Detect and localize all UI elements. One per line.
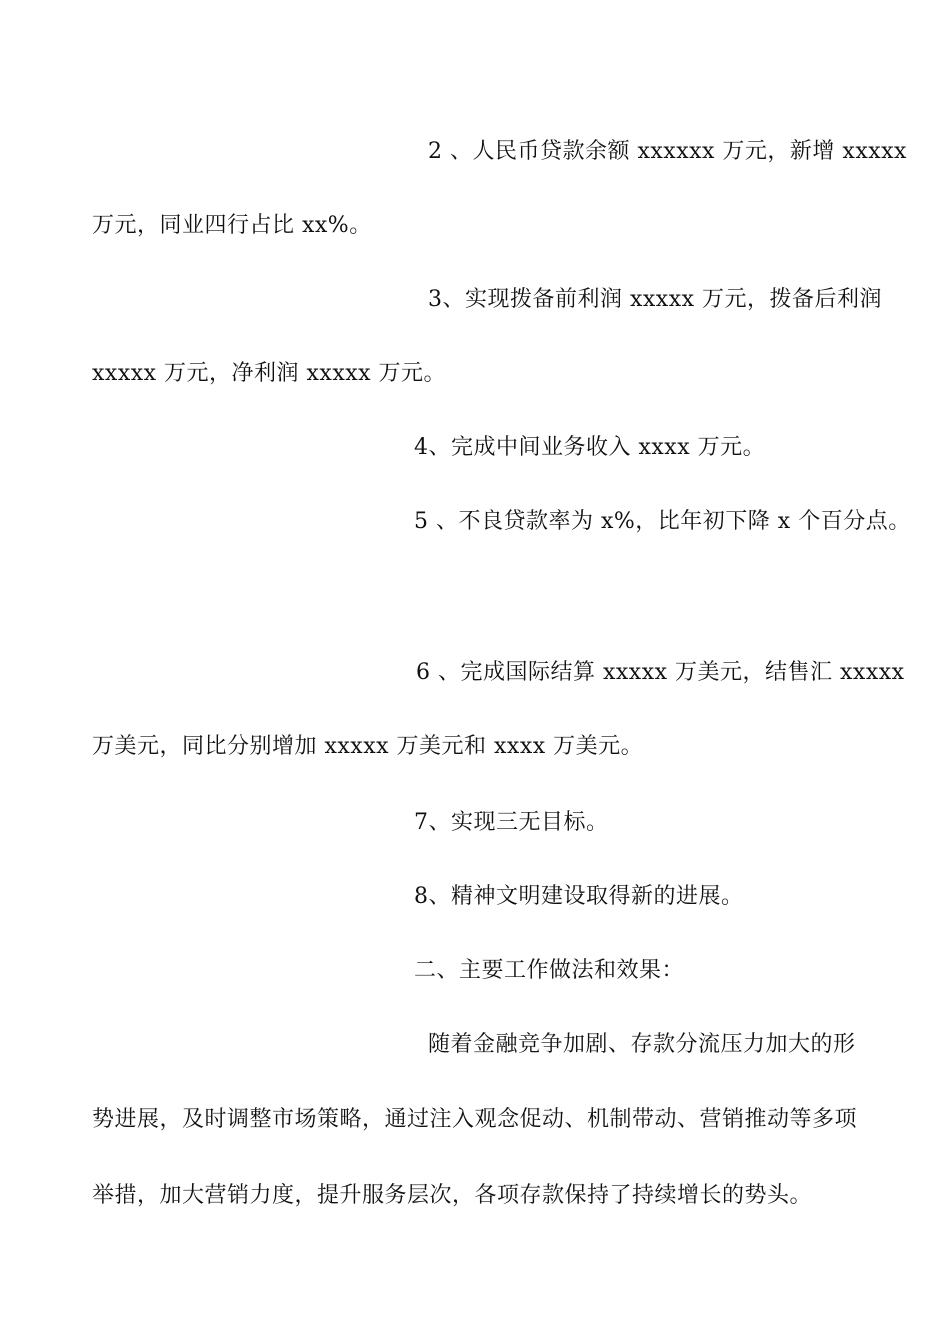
body-paragraph-line-3: 举措，加大营销力度，提升服务层次，各项存款保持了持续增长的势头。 [92,1183,813,1208]
item-5: 5 、不良贷款率为 x%，比年初下降 x 个百分点。 [414,509,911,534]
item-8: 8、精神文明建设取得新的进展。 [414,884,744,909]
body-paragraph-line-1: 随着金融竞争加剧、存款分流压力加大的形 [428,1032,856,1057]
section-heading: 二、主要工作做法和效果： [414,958,685,983]
item-6-line-1: 6 、完成国际结算 xxxxx 万美元，结售汇 xxxxx [416,660,905,685]
item-4: 4、完成中间业务收入 xxxx 万元。 [414,435,766,460]
item-2-line-1: 2 、人民币贷款余额 xxxxxx 万元，新增 xxxxx [428,139,907,164]
item-6-line-2: 万美元，同比分别增加 xxxxx 万美元和 xxxx 万美元。 [92,734,644,759]
item-7: 7、实现三无目标。 [414,810,609,835]
item-3-line-1: 3、实现拨备前利润 xxxxx 万元，拨备后利润 [428,287,883,312]
item-3-line-2: xxxxx 万元，净利润 xxxxx 万元。 [92,361,447,386]
body-paragraph-line-2: 势进展，及时调整市场策略，通过注入观念促动、机制带动、营销推动等多项 [92,1107,858,1132]
item-2-line-2: 万元，同业四行占比 xx%。 [92,213,372,238]
